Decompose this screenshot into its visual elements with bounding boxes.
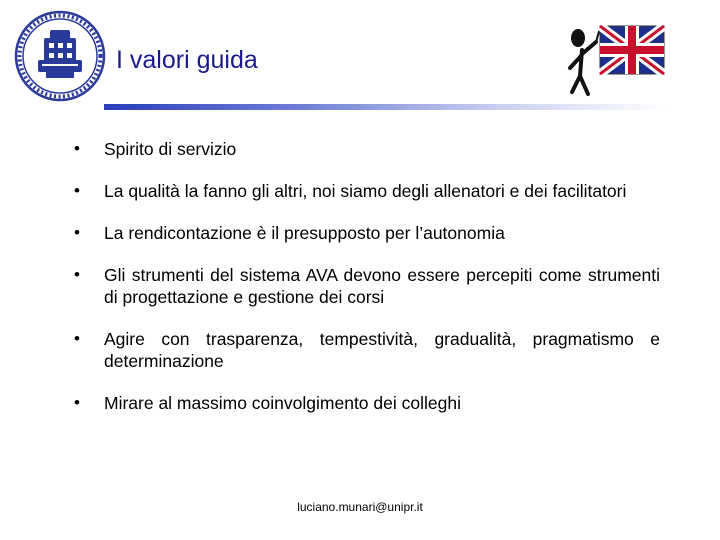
- bullet-list: [72, 138, 660, 414]
- bullet-item: [72, 264, 660, 308]
- union-jack-flag-icon: [560, 20, 672, 100]
- bullet-dot: •: [74, 393, 80, 412]
- title-underline-bar: [104, 104, 666, 110]
- bullet-text: Mirare al massimo coinvolgimento dei colleghi: [104, 393, 461, 413]
- bullet-dot: •: [74, 265, 80, 284]
- bullet-item: [72, 392, 660, 414]
- bullet-item: [72, 180, 660, 202]
- footer-email: luciano.munari@unipr.it: [297, 500, 423, 514]
- bullet-item: [72, 138, 660, 160]
- bullet-dot: •: [74, 181, 80, 200]
- bullet-item: [72, 328, 660, 372]
- university-seal-logo: [14, 10, 106, 102]
- bullet-text: Agire con trasparenza, tempestività, gradualità, pragmatismo e determinazione: [104, 329, 660, 371]
- bullet-item: [72, 222, 660, 244]
- bullet-text: La rendicontazione è il presupposto per l’autonomia: [104, 223, 505, 243]
- bullet-text: La qualità la fanno gli altri, noi siamo degli allenatori e dei facilitatori: [104, 181, 627, 201]
- bullet-dot: •: [74, 223, 80, 242]
- bullet-text: Gli strumenti del sistema AVA devono essere percepiti come strumenti di progettazione e gestione dei corsi: [104, 265, 660, 307]
- bullet-dot: •: [74, 329, 80, 348]
- bullet-text: Spirito di servizio: [104, 139, 237, 159]
- slide-title: I valori guida: [116, 46, 258, 74]
- bullet-dot: •: [74, 139, 80, 158]
- seal-icon: [14, 10, 106, 102]
